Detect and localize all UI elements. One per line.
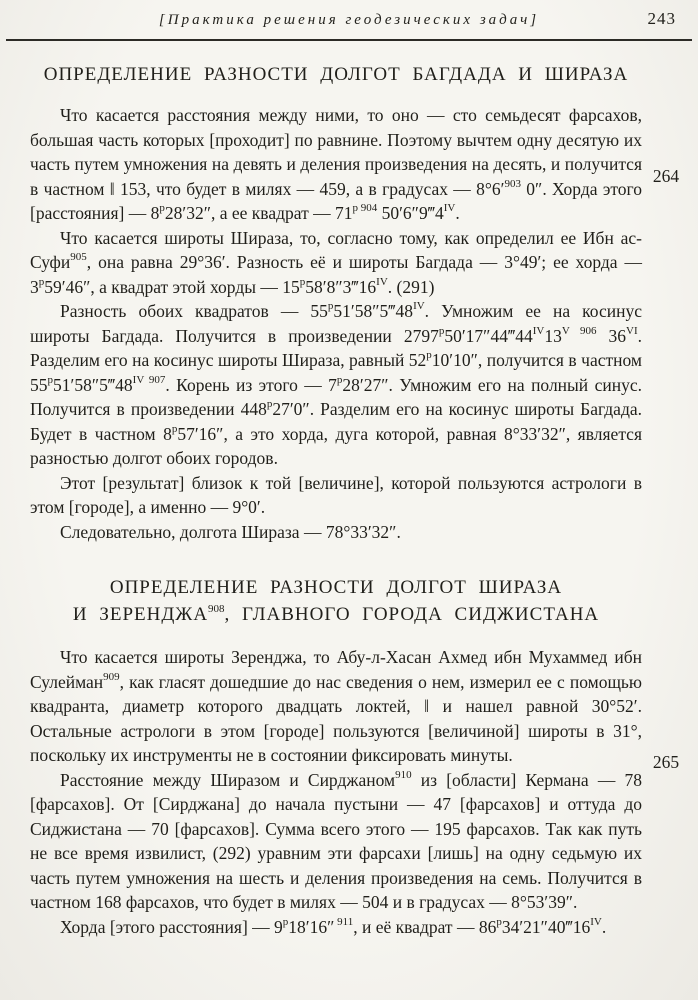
superscript-note: p: [496, 915, 502, 928]
text-run: 34′21″40‴16: [501, 916, 591, 937]
superscript-note: p: [438, 324, 445, 337]
superscript-note: IV: [376, 275, 388, 288]
paragraph: [30, 768, 642, 915]
text-run: 0″. Хорда этого [расстояния] — 8: [30, 178, 642, 223]
text-run: 51′58″5‴48: [53, 374, 133, 395]
text-run: Что касается широты Зеренджа, то Абу-л-Хасан Ахмед ибн Мухаммед ибн Сулейман: [30, 647, 642, 692]
superscript-note: p: [282, 915, 289, 928]
running-head-title: [Практика решения геодезических задач]: [158, 12, 540, 28]
text-run: , и её квадрат — 86: [353, 916, 497, 937]
text-run: ОПРЕДЕЛЕНИЕ РАЗНОСТИ ДОЛГОТ БАГДАДА И ШИРАЗА: [43, 64, 629, 85]
text-run: И ЗЕРЕНДЖА: [72, 604, 209, 625]
text-section: [30, 574, 642, 939]
heading-line: [30, 574, 642, 601]
superscript-note: 909: [103, 670, 120, 683]
paragraph: [30, 226, 642, 300]
text-run: Что касается широты Шираза, то, согласно тому, как определил ее Ибн ас-Суфи: [30, 227, 642, 272]
superscript-note: p: [327, 300, 334, 313]
superscript-note: 903: [504, 177, 521, 190]
text-run: .: [601, 916, 607, 937]
superscript-note: p: [426, 349, 432, 362]
text-run: . Разделим его на косинус широты Шираза, равный 52: [30, 325, 643, 370]
superscript-note: p: [47, 373, 53, 386]
page-content: [0, 61, 698, 939]
text-run: ОПРЕДЕЛЕНИЕ РАЗНОСТИ ДОЛГОТ ШИРАЗА: [109, 577, 563, 598]
superscript-note: 911: [334, 915, 354, 928]
paragraph: [30, 299, 642, 471]
text-run: 58′8″3‴16: [305, 276, 377, 297]
superscript-note: p: [336, 373, 343, 386]
superscript-note: 908: [208, 602, 225, 615]
text-run: Хорда [этого расстояния] — 9: [60, 916, 283, 937]
text-run: , она равна 29°36′. Разность её и широты Багдада — 3°49′; ее хорда — 3: [30, 252, 642, 297]
superscript-note: IV: [443, 202, 456, 215]
text-run: 50′6″9‴4: [377, 203, 444, 223]
text-run: Что касается расстояния между ними, то оно — сто семьдесят фарсахов, большая часть которых [проходит] по равнине. Поэтому вычтем одну десятую их часть путем умножения на девять и деления произведения на десять, и получится в частном ‖ 153, что будет в милях — 459, а в градусах — 8°6′: [30, 105, 642, 199]
section-heading: [30, 574, 642, 628]
superscript-note: p 904: [352, 202, 378, 215]
text-run: из [области] Кермана — 78 [фарсахов]. От [Сирджана] до начала пустыни — 47 [фарсахов] и оттуда до Сиджистана — 70 [фарсахов]. Сумма всего этого — 195 фарсахов. Так как путь не все время извилист, (292) уравним эти фарсахи [лишь] на одну седьмую их часть путем умножения на шесть и деления произведения на семь. Получится в частном 168 фарсахов, что будет в милях — 504 и в градусах — 8°53′39″.: [30, 769, 642, 912]
text-run: .: [455, 203, 460, 223]
text-run: 28′27″. Умножим его на полный синус. Получится в произведении 448: [30, 374, 642, 419]
heading-line: [30, 601, 642, 628]
text-run: 10′10″, получится в частном 55: [30, 350, 643, 395]
text-run: . (291): [387, 276, 435, 297]
running-head-row: [0, 0, 698, 35]
paragraph: [30, 645, 642, 768]
text-run: 13: [544, 325, 562, 346]
superscript-note: V 906: [561, 324, 597, 337]
text-run: Следовательно, долгота Шираза — 78°33′32″.: [60, 521, 401, 542]
superscript-note: IV: [532, 324, 545, 337]
superscript-note: IV: [413, 300, 425, 313]
margin-folio-number: 264: [652, 166, 680, 186]
paragraph: [30, 103, 642, 226]
margin-folio-number: 265: [652, 752, 680, 772]
text-run: , ГЛАВНОГО ГОРОДА СИДЖИСТАНА: [224, 604, 600, 625]
superscript-note: IV: [590, 915, 602, 928]
superscript-note: p: [171, 422, 178, 435]
text-run: 36: [596, 325, 627, 346]
header-rule: [6, 39, 692, 41]
section-heading: [30, 61, 642, 88]
text-run: 28′32″, а ее квадрат — 71: [164, 203, 353, 223]
superscript-note: 905: [70, 251, 87, 264]
text-run: Разность обоих квадратов — 55: [60, 301, 328, 321]
text-run: , как гласят дошедшие до нас сведения о нем, измерил ее с помощью квадранта, диаметр которого двадцать локтей, ‖ и нашел равной 30°52′. Остальные астрологи в этом [городе] пользуются [величиной] широты в 31°, поскольку их инструменты не в состоянии фиксировать минуты.: [30, 671, 642, 765]
text-run: 50′17″44‴44: [444, 325, 533, 346]
superscript-note: p: [299, 275, 306, 288]
superscript-note: p: [266, 398, 273, 411]
text-section: [30, 61, 642, 544]
paragraph: [30, 520, 642, 545]
heading-line: [30, 61, 642, 88]
superscript-note: IV 907: [132, 373, 166, 386]
superscript-note: p: [38, 275, 45, 288]
text-run: 57′16″, а это хорда, дуга которой, равная 8°33′32″, является разностью долгот обоих городов.: [30, 423, 642, 468]
paragraph: [30, 471, 642, 520]
text-run: Этот [результат] близок к той [величине], которой пользуются астрологи в этом [городе], а именно — 9°0′.: [30, 472, 642, 517]
text-run: 18′16″: [288, 916, 335, 937]
superscript-note: 910: [395, 768, 412, 781]
superscript-note: VI: [626, 324, 638, 337]
superscript-note: p: [159, 202, 165, 215]
text-run: . Корень из этого — 7: [165, 374, 337, 395]
paragraph: [30, 915, 642, 940]
text-run: 27′0″. Разделим его на косинус широты Багдада. Будет в частном 8: [30, 399, 642, 444]
text-run: 51′58″5‴48: [333, 301, 414, 321]
text-run: Расстояние между Ширазом и Сирджаном: [60, 769, 396, 790]
text-run: 59′46″, а квадрат этой хорды — 15: [44, 276, 300, 297]
page-number: 243: [647, 9, 676, 28]
text-run: . Умножим ее на косинус широты Багдада. Получится в произведении 2797: [30, 301, 642, 346]
